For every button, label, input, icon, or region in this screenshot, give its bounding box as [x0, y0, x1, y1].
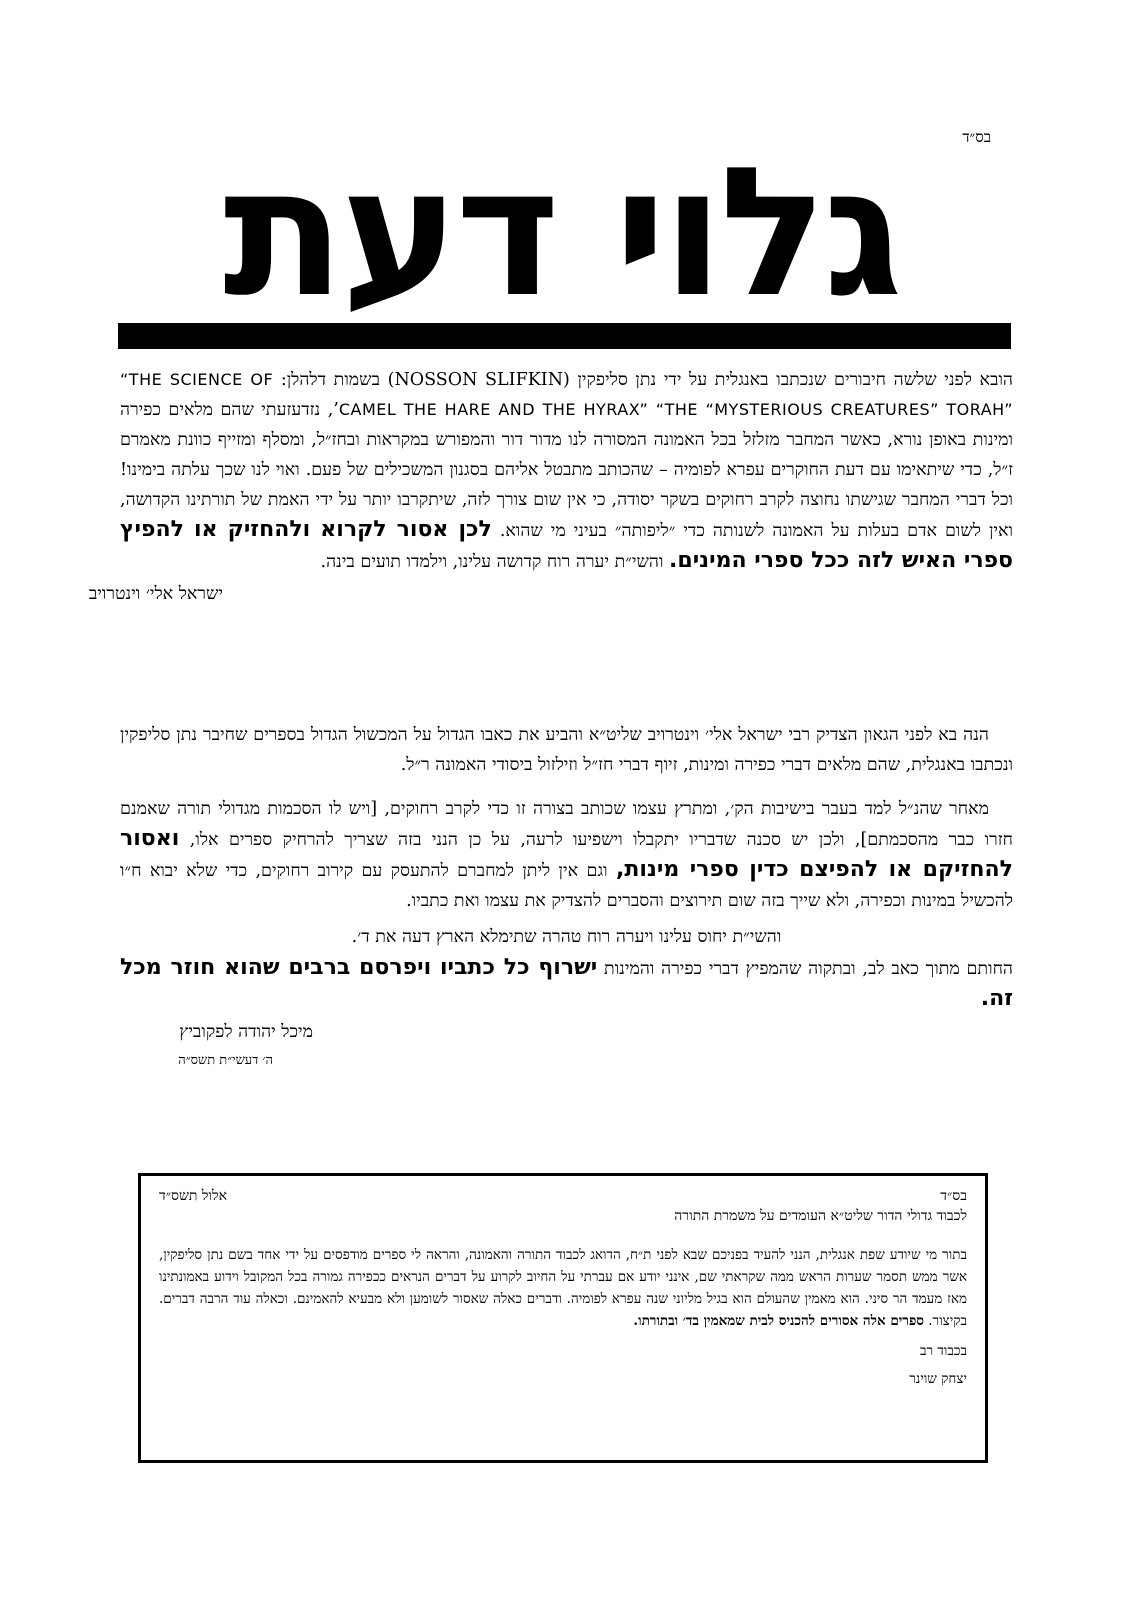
statement-2-prohibition: ואסור להחזיקם או להפיצם כדין ספרי מינות,: [120, 826, 1013, 882]
statement-2-closing-demand: ישרוף כל כתביו ויפרסם ברבים שהוא חוזר מכל זה.: [120, 955, 1013, 1011]
page-title: גלוי דעת: [223, 150, 899, 315]
signature-2: מיכל יהודה לפקוביץ: [179, 1022, 313, 1042]
statement-2-para2: [120, 794, 1013, 916]
statement-1-body: ’, נזדעזעתי שהם מלאים כפירה ומינות באופן נורא, כאשר המחבר מזלזל בכל האמונה המסורה לנו מדור דור והמפורש במקראות ובחז״ל, ומסלף ומזייף כוונת מאמרם ז״ל, כדי שיתאימו עם דעת החוקרים עפרא לפומיה – שהכותב מתבטל אליהם בסגנון המשכילים של פעם. ואוי לנו שכך עלתה בימינו! וכל דברי המחבר שגישתו נחוצה לקרב רחוקים בשקר יסודה, כי אין שום צורך לזה, שיתקרבו יותר על ידי האמת של תורתינו הקדושה, ואין לשום אדם בעלות על האמונה לשנותה כדי ״ליפותה״ בעיני מי שהוא.: [120, 400, 1013, 541]
letter-box: [138, 1173, 988, 1463]
bsd-header: בס״ד: [962, 128, 991, 146]
statement-2-closing-start: החותם מתוך כאב לב, ובתקוה שהמפיץ דברי כפירה והמינות: [604, 959, 1013, 979]
statement-2-para2-end: וגם אין ליתן למחברם להתעסק עם קירוב רחוקים, כדי שלא יבוא ח״ו להכשיל במינות וכפירה, ולא שייך בזה שום תירוצים והסברים להצדיק את עצמו ואת כתביו.: [120, 861, 1013, 911]
book-title-3a: “THE: [655, 400, 698, 419]
letter-body: [159, 1244, 967, 1332]
letter-prohibition: ספרים אלה אסורים להכניס לבית שמאמין בד׳ ובתורתו.: [633, 1313, 924, 1329]
letter-date: אלול תשס״ד: [159, 1188, 227, 1204]
statement-1-line1: הובא לפני שלשה חיבורים שנכתבו באנגלית על ידי נתן סליפקין (NOSSON SLIFKIN) בשמות: [333, 370, 1013, 390]
letter-addressee-row: [159, 1206, 967, 1226]
title-divider: [118, 323, 1011, 349]
statement-2-para1: הנה בא לפני הגאון הצדיק רבי ישראל אלי׳ וינטרויב שליט״א והביע את כאבו הגדול על המכשול הגדול בספרים שחיבר נתן סליפקין ונכתבו באנגלית, שהם מלאים דברי כפירה ומינות, זיוף דברי חז״ל וזילזול ביסודי האמונה ר״ל.: [120, 725, 1013, 775]
statement-2: [120, 720, 1013, 1068]
statement-2-closing: [120, 953, 1013, 1015]
statement-1-label: דלהלן:: [280, 370, 327, 390]
letter-bsd: בס״ד: [940, 1188, 967, 1204]
signature-1: ישראל אלי׳ וינטרויב: [88, 584, 223, 604]
statement-2-para2-start: מאחר שהנ״ל למד בעבר בישיבות הק׳, ומתרץ עצמו שכותב בצורה זו כדי לקרב רחוקים, [ויש לו הסכמות מגדולי תורה שאמנם חזרו כבר מהסכמתם], ולכן יש סכנה שדבריו יתקבלו וישפיעו לרעה, על כן הנני בזה שצריך להרחיק ספרים אלו,: [120, 799, 1013, 850]
letter-header: [159, 1186, 967, 1206]
statement-1: [88, 365, 1013, 604]
book-title-2: “MYSTERIOUS CREATURES”: [705, 400, 939, 419]
statement-1-text: [120, 365, 1013, 577]
statement-1-prohibition: לכן אסור לקרוא ולהחזיק או להפיץ ספרי האיש לזה ככל ספרי המינים.: [120, 517, 1013, 573]
statement-1-ending: והשי״ת יערה רוח קדושה עלינו, וילמדו תועים בינה.: [320, 552, 664, 572]
letter-signature: יצחק שוינר: [909, 1371, 967, 1387]
book-title-3b: CAMEL THE HARE AND THE HYRAX”: [338, 400, 649, 419]
letter-closing: בכבוד רב: [920, 1343, 967, 1359]
letter-body-text: בתור מי שיודע שפת אנגלית, הנני להעיד בפניכם שבא לפני ת״ח, הדואג לכבוד התורה והאמונה, והראה לי ספרים מודפסים על ידי אחד בשם נתן סליפקין, אשר ממש תסמר שערות הראש ממה שקראתי שם, אינני יודע אם עברתי על החיוב לקרוע על דברים הנראים ככפירה גמורה בכל המקובל וידוע באמונתינו מאז מעמד הר סיני. הוא מאמין שהעולם הוא בגיל מליוני שנה עפרא לפומיה. ודברים כאלה שאסור לשומען ולא מבעיא להאמינם. וכאלה עוד הרבה דברים. בקיצור.: [159, 1247, 967, 1329]
letter-addressee: לכבוד גדולי הדור שליט״א העומדים על משמרת התורה: [674, 1208, 967, 1224]
statement-2-blessing: והשי״ת יחוס עלינו ויערה רוח טהרה שתימלא הארץ דעה את ד׳.: [351, 927, 782, 947]
book-title-1: “THE SCIENCE OF TORAH”: [120, 370, 1013, 419]
date-2: ה׳ דעשי״ת תשס״ה: [178, 1053, 273, 1068]
